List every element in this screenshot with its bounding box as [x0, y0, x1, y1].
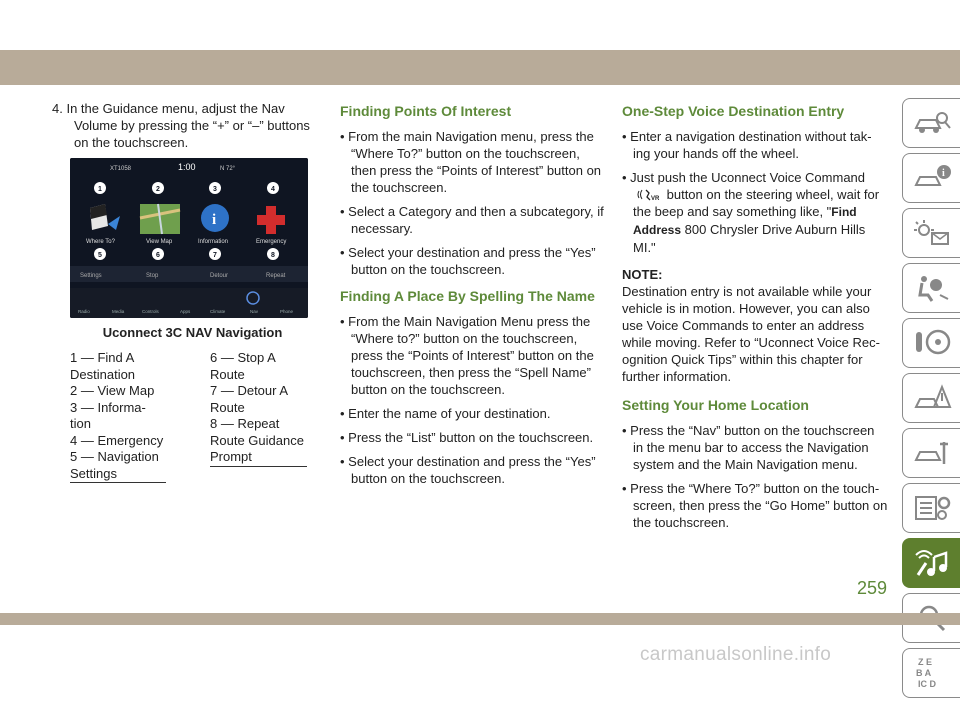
- multimedia-icon: [912, 547, 952, 579]
- nav-screen-image: [70, 158, 308, 318]
- voice-bullet-2-bold: Find Address: [633, 205, 857, 237]
- status-time: 1:00: [178, 162, 196, 172]
- heading-home-location: Setting Your Home Location: [622, 397, 809, 413]
- tab-warning-lights[interactable]: [902, 208, 960, 258]
- steering-wheel-icon: [912, 328, 952, 358]
- voice-bullet-2-end: 800 Chrysler Drive Auburn Hills MI.": [633, 222, 866, 255]
- car-search-icon: [912, 108, 952, 138]
- figure-caption: Uconnect 3C NAV Navigation: [102, 325, 283, 340]
- footer-band: [0, 613, 960, 625]
- car-service-icon: [912, 438, 952, 468]
- bar-nav: Nav: [250, 309, 259, 314]
- bar-climate: Climate: [210, 309, 226, 314]
- svg-text:Z E: Z E: [918, 657, 933, 667]
- legend-item-2: 2 — View Map: [70, 383, 155, 398]
- svg-text:B A: B A: [916, 668, 932, 678]
- legend-item-7: 7 — Detour A Route: [210, 383, 288, 415]
- badge-2: 2: [156, 186, 160, 193]
- menu-repeat: Repeat: [266, 273, 286, 279]
- spell-bullet-1: • From the Main Navigation Menu press the “Where to?” button on the touchscreen, press the “Points of Interest” button on the touchscreen, then press the “Spell Name” button on the touchscreen.: [340, 314, 594, 397]
- tab-car-service[interactable]: [902, 428, 960, 478]
- spell-bullet-4: • Select your destination and press the “Yes” button on the touchscreen.: [340, 454, 596, 486]
- label-where-to: Where To?: [86, 239, 115, 245]
- badge-5: 5: [98, 252, 102, 259]
- heading-points-of-interest: Finding Points Of Interest: [340, 103, 512, 119]
- roadside-hazard-icon: [912, 383, 952, 413]
- home-bullet-1: • Press the “Nav” button on the touchscreen in the menu bar to access the Navigation system and the Main Navigation menu.: [622, 423, 875, 472]
- watermark: carmanualsonline.info: [640, 644, 832, 665]
- spell-bullet-2: • Enter the name of your destination.: [340, 406, 551, 421]
- badge-4: 4: [271, 186, 275, 193]
- tab-specifications[interactable]: [902, 483, 960, 533]
- tab-airbag[interactable]: [902, 263, 960, 313]
- heading-spell-name: Finding A Place By Spelling The Name: [340, 288, 595, 304]
- index-icon: [912, 653, 952, 693]
- svg-text:IC D: IC D: [918, 679, 936, 689]
- badge-8: 8: [271, 252, 275, 259]
- step-4-text: 4. In the Guidance menu, adjust the Nav Volume by pressing the “+” or “–” buttons on the touchscreen.: [52, 101, 310, 150]
- legend-right: [210, 350, 307, 467]
- spell-bullet-3: • Press the “List” button on the touchscreen.: [340, 430, 594, 445]
- legend-item-1: 1 — Find A Destination: [70, 350, 136, 382]
- label-information: Information: [198, 239, 229, 245]
- svg-text:VR: VR: [651, 196, 660, 201]
- voice-bullet-2-post: button on the steering wheel, wait for the beep and say something like, ": [633, 187, 880, 219]
- badge-3: 3: [213, 186, 217, 193]
- menu-settings: Settings: [80, 273, 102, 279]
- badge-7: 7: [213, 252, 217, 259]
- specifications-icon: [912, 493, 952, 523]
- column-1: [52, 100, 322, 157]
- menu-stop: Stop: [146, 273, 159, 279]
- tab-index[interactable]: [902, 648, 960, 698]
- voice-bullet-1: • Enter a navigation destination without tak-ing your hands off the wheel.: [622, 129, 872, 161]
- bar-radio: Radio: [78, 309, 90, 314]
- legend-left: [70, 350, 166, 483]
- tab-steering-wheel[interactable]: [902, 318, 960, 368]
- heading-voice-destination: One-Step Voice Destination Entry: [622, 103, 845, 119]
- bar-controls: Controls: [142, 309, 159, 314]
- tab-car-info[interactable]: [902, 153, 960, 203]
- tab-roadside-hazard[interactable]: [902, 373, 960, 423]
- status-left: XT1058: [110, 166, 132, 172]
- legend-item-6: 6 — Stop A Route: [210, 350, 276, 382]
- label-view-map: View Map: [146, 239, 173, 245]
- voice-bullet-2: [622, 169, 888, 256]
- icon-information: [201, 204, 229, 232]
- status-right: N 72°: [220, 166, 236, 172]
- legend-item-8: 8 — Repeat Route Guidance Prompt: [210, 416, 307, 467]
- bar-media: Media: [112, 309, 125, 314]
- home-bullet-2: • Press the “Where To?” button on the touch-screen, then press the “Go Home” button on the touchscreen.: [622, 481, 888, 530]
- legend-item-5: 5 — Navigation Settings: [70, 449, 166, 483]
- column-3: [622, 103, 888, 538]
- legend-item-3: 3 — Informa-tion: [70, 399, 146, 431]
- note-label: NOTE:: [622, 267, 663, 282]
- menu-detour: Detour: [210, 273, 229, 279]
- tab-car-search[interactable]: [902, 98, 960, 148]
- voice-command-icon: [637, 188, 663, 201]
- page-number: 259: [857, 578, 888, 598]
- column-2: [340, 103, 605, 494]
- badge-6: 6: [156, 252, 160, 259]
- poi-bullet-3: • Select your destination and press the “Yes” button on the touchscreen.: [340, 245, 596, 277]
- poi-bullet-2: • Select a Category and then a subcategory, if necessary.: [340, 204, 604, 236]
- tab-multimedia[interactable]: [902, 538, 960, 588]
- legend-item-4: 4 — Emergency: [70, 432, 164, 448]
- note-text: Destination entry is not available while your vehicle is in motion. However, you can also use Voice Commands to enter an address while moving. Refer to “Uconnect Voice Rec-ognition Quick Tips” within this chapter for further information.: [622, 284, 880, 384]
- airbag-icon: [912, 273, 952, 303]
- svg-text:i: i: [942, 168, 945, 179]
- poi-bullet-1: • From the main Navigation menu, press the “Where To?” button on the touchscreen, then press the “Points of Interest” button on the touchscreen.: [340, 129, 602, 195]
- label-emergency: Emergency: [256, 239, 287, 245]
- header-band: [0, 50, 960, 85]
- badge-1: 1: [98, 186, 102, 193]
- warning-lights-icon: [912, 218, 952, 248]
- svg-text:i: i: [212, 212, 217, 228]
- voice-bullet-2-pre: • Just push the Uconnect Voice Command: [622, 170, 866, 185]
- bar-apps: Apps: [180, 309, 191, 314]
- bar-phone: Phone: [280, 309, 294, 314]
- nav-screen-graphic: [70, 158, 308, 318]
- icon-view-map: [140, 204, 180, 234]
- car-info-icon: [912, 163, 952, 193]
